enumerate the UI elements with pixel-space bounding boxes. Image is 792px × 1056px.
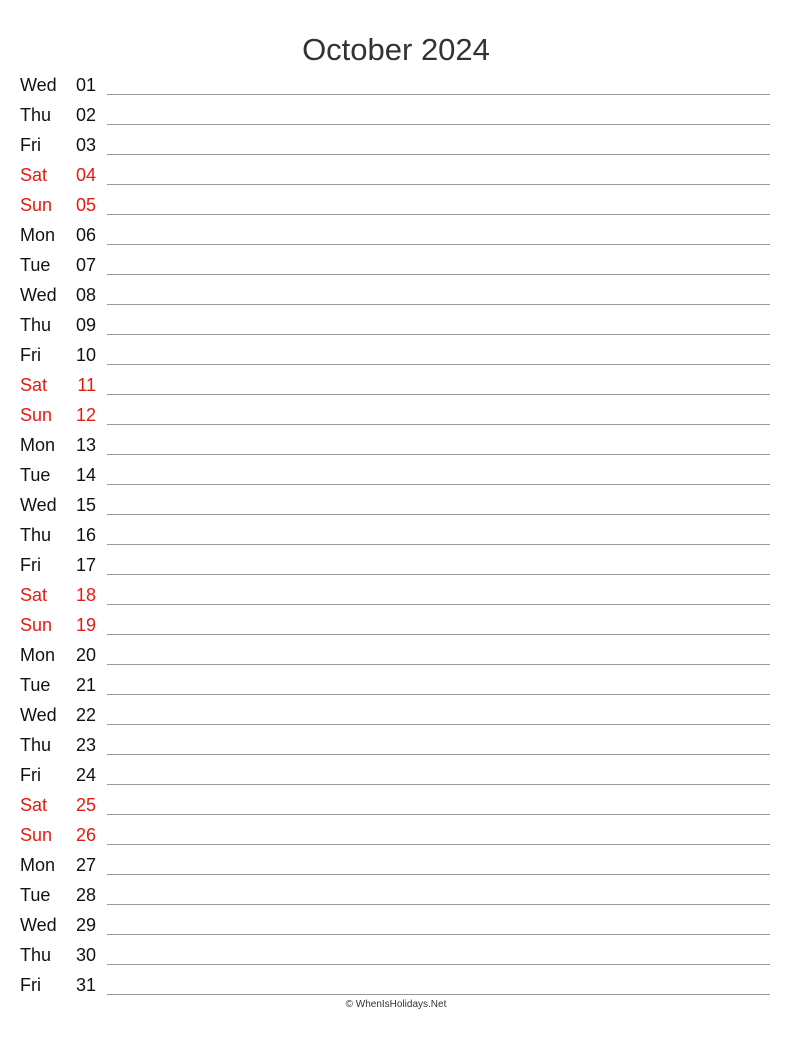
day-of-week: Thu (20, 315, 52, 335)
day-row (0, 730, 792, 760)
day-of-week: Thu (20, 105, 52, 125)
day-number: 05 (75, 195, 96, 215)
day-row (0, 370, 792, 400)
day-number: 16 (75, 525, 96, 545)
day-row (0, 460, 792, 490)
day-number: 23 (75, 735, 96, 755)
day-number: 01 (75, 75, 96, 95)
day-of-week: Fri (20, 555, 41, 575)
writing-line (107, 604, 770, 605)
day-of-week: Wed (20, 75, 57, 95)
day-of-week: Sun (20, 195, 53, 215)
day-row (0, 970, 792, 1000)
writing-line (107, 394, 770, 395)
writing-line (107, 754, 770, 755)
writing-line (107, 124, 770, 125)
writing-line (107, 184, 770, 185)
writing-line (107, 724, 770, 725)
day-row (0, 520, 792, 550)
day-number: 21 (75, 675, 96, 695)
day-number: 31 (75, 975, 96, 995)
day-row (0, 790, 792, 820)
day-of-week: Fri (20, 975, 41, 995)
writing-line (107, 424, 770, 425)
writing-line (107, 274, 770, 275)
day-row (0, 430, 792, 460)
day-number: 17 (75, 555, 96, 575)
day-number: 11 (77, 375, 96, 395)
day-of-week: Fri (20, 765, 41, 785)
day-number: 24 (75, 765, 96, 785)
day-row (0, 940, 792, 970)
day-row (0, 250, 792, 280)
day-of-week: Sat (20, 795, 48, 815)
day-row (0, 550, 792, 580)
day-row (0, 190, 792, 220)
writing-line (107, 964, 770, 965)
writing-line (107, 304, 770, 305)
day-of-week: Thu (20, 735, 52, 755)
day-row (0, 910, 792, 940)
day-of-week: Wed (20, 285, 57, 305)
day-row (0, 280, 792, 310)
writing-line (107, 664, 770, 665)
day-of-week: Tue (20, 885, 51, 905)
day-number: 06 (75, 225, 96, 245)
writing-line (107, 364, 770, 365)
day-row (0, 160, 792, 190)
day-number: 03 (75, 135, 96, 155)
day-of-week: Tue (20, 465, 51, 485)
day-number: 04 (75, 165, 96, 185)
day-row (0, 610, 792, 640)
day-of-week: Mon (20, 435, 56, 455)
writing-line (107, 844, 770, 845)
day-number: 08 (75, 285, 96, 305)
writing-line (107, 484, 770, 485)
writing-line (107, 874, 770, 875)
day-number: 29 (75, 915, 96, 935)
writing-line (107, 334, 770, 335)
day-row (0, 760, 792, 790)
day-row (0, 100, 792, 130)
page-title: October 2024 (302, 32, 490, 67)
day-number: 25 (75, 795, 96, 815)
day-row (0, 880, 792, 910)
day-of-week: Wed (20, 495, 57, 515)
day-number: 12 (75, 405, 96, 425)
day-number: 10 (75, 345, 96, 365)
day-row (0, 820, 792, 850)
day-of-week: Sat (20, 165, 48, 185)
day-list (0, 70, 792, 1000)
writing-line (107, 994, 770, 995)
day-row (0, 580, 792, 610)
day-number: 30 (75, 945, 96, 965)
writing-line (107, 94, 770, 95)
day-row (0, 130, 792, 160)
day-number: 09 (75, 315, 96, 335)
day-number: 28 (75, 885, 96, 905)
day-of-week: Mon (20, 225, 56, 245)
writing-line (107, 574, 770, 575)
day-number: 19 (75, 615, 96, 635)
writing-line (107, 934, 770, 935)
day-of-week: Sun (20, 825, 53, 845)
day-row (0, 850, 792, 880)
writing-line (107, 814, 770, 815)
day-row (0, 220, 792, 250)
day-of-week: Mon (20, 855, 56, 875)
day-of-week: Tue (20, 675, 51, 695)
day-row (0, 400, 792, 430)
day-number: 18 (75, 585, 96, 605)
day-number: 26 (75, 825, 96, 845)
day-row (0, 310, 792, 340)
footer-credit: © WhenIsHolidays.Net (345, 999, 447, 1010)
day-row (0, 700, 792, 730)
writing-line (107, 244, 770, 245)
day-row (0, 340, 792, 370)
day-row (0, 640, 792, 670)
day-of-week: Thu (20, 945, 52, 965)
day-number: 14 (75, 465, 96, 485)
day-of-week: Sat (20, 585, 48, 605)
writing-line (107, 514, 770, 515)
writing-line (107, 634, 770, 635)
day-of-week: Wed (20, 915, 57, 935)
day-of-week: Tue (20, 255, 51, 275)
day-number: 27 (75, 855, 96, 875)
day-of-week: Sun (20, 615, 53, 635)
day-of-week: Thu (20, 525, 52, 545)
day-of-week: Wed (20, 705, 57, 725)
day-row (0, 670, 792, 700)
day-of-week: Sat (20, 375, 48, 395)
day-number: 13 (75, 435, 96, 455)
day-number: 07 (75, 255, 96, 275)
writing-line (107, 904, 770, 905)
day-number: 22 (75, 705, 96, 725)
writing-line (107, 694, 770, 695)
day-number: 15 (75, 495, 96, 515)
day-row (0, 490, 792, 520)
day-number: 20 (75, 645, 96, 665)
day-number: 02 (75, 105, 96, 125)
day-of-week: Sun (20, 405, 53, 425)
writing-line (107, 154, 770, 155)
day-of-week: Fri (20, 135, 41, 155)
writing-line (107, 214, 770, 215)
writing-line (107, 784, 770, 785)
day-of-week: Mon (20, 645, 56, 665)
day-of-week: Fri (20, 345, 41, 365)
day-row (0, 70, 792, 100)
writing-line (107, 544, 770, 545)
writing-line (107, 454, 770, 455)
